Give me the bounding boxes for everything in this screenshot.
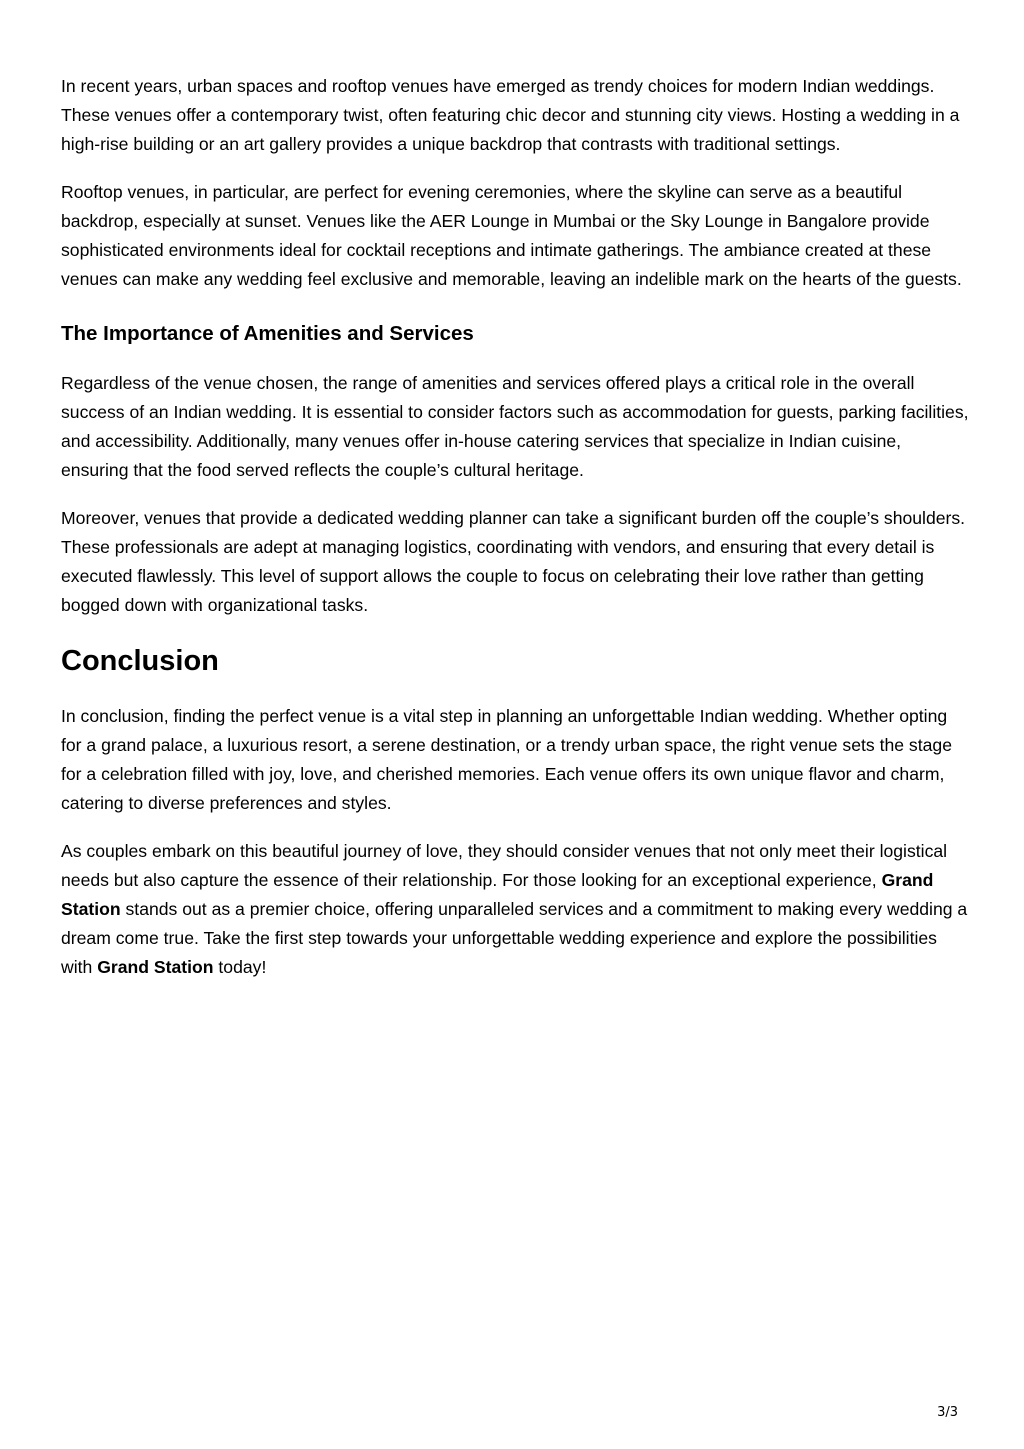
page-number: 3/3 [937,1405,958,1420]
text-segment: stands out as a premier choice, offering unparalleled services and a commitment to making every wedding a dream come true. Take the first step towards your unforgettable wedding experience and explore the possibilities with [61,899,968,977]
paragraph-wedding-planner: Moreover, venues that provide a dedicated wedding planner can take a significant burden off the couple’s shoulders. These professionals are adept at managing logistics, coordinating with vendors, and ensuring that every detail is executed flawlessly. This level of support allows the couple to focus on celebrating their love rather than getting bogged down with organizational tasks. [61,508,966,615]
paragraph-grand-station [61,837,971,982]
paragraph-amenities: Regardless of the venue chosen, the range of amenities and services offered plays a critical role in the overall success of an Indian wedding. It is essential to consider factors such as accommodation for guests, parking facilities, and accessibility. Additionally, many venues offer in-house catering services that specialize in Indian cuisine, ensuring that the food served reflects the couple’s cultural heritage. [61,373,969,480]
document-page [61,72,971,1001]
brand-name-bold: Grand Station [61,870,934,919]
heading-amenities: The Importance of Amenities and Services [61,322,474,345]
brand-name-bold: Grand Station [97,957,214,977]
paragraph-conclusion: In conclusion, finding the perfect venue is a vital step in planning an unforgettable Indian wedding. Whether opting for a grand palace, a luxurious resort, a serene destination, or a trendy urban space, the right venue sets the stage for a celebration filled with joy, love, and cherished memories. Each venue offers its own unique flavor and charm, catering to diverse preferences and styles. [61,706,952,813]
paragraph-urban-venues: In recent years, urban spaces and rooftop venues have emerged as trendy choices for modern Indian weddings. These venues offer a contemporary twist, often featuring chic decor and stunning city views. Hosting a wedding in a high-rise building or an art gallery provides a unique backdrop that contrasts with traditional settings. [61,76,960,154]
text-segment: As couples embark on this beautiful journey of love, they should consider venues that not only meet their logistical needs but also capture the essence of their relationship. For those looking for an exceptional experience, [61,841,948,890]
paragraph-rooftop-venues: Rooftop venues, in particular, are perfect for evening ceremonies, where the skyline can serve as a beautiful backdrop, especially at sunset. Venues like the AER Lounge in Mumbai or the Sky Lounge in Bangalore provide sophisticated environments ideal for cocktail receptions and intimate gatherings. The ambiance created at these venues can make any wedding feel exclusive and memorable, leaving an indelible mark on the hearts of the guests. [61,182,962,289]
heading-conclusion: Conclusion [61,645,219,677]
text-segment: today! [213,957,267,977]
